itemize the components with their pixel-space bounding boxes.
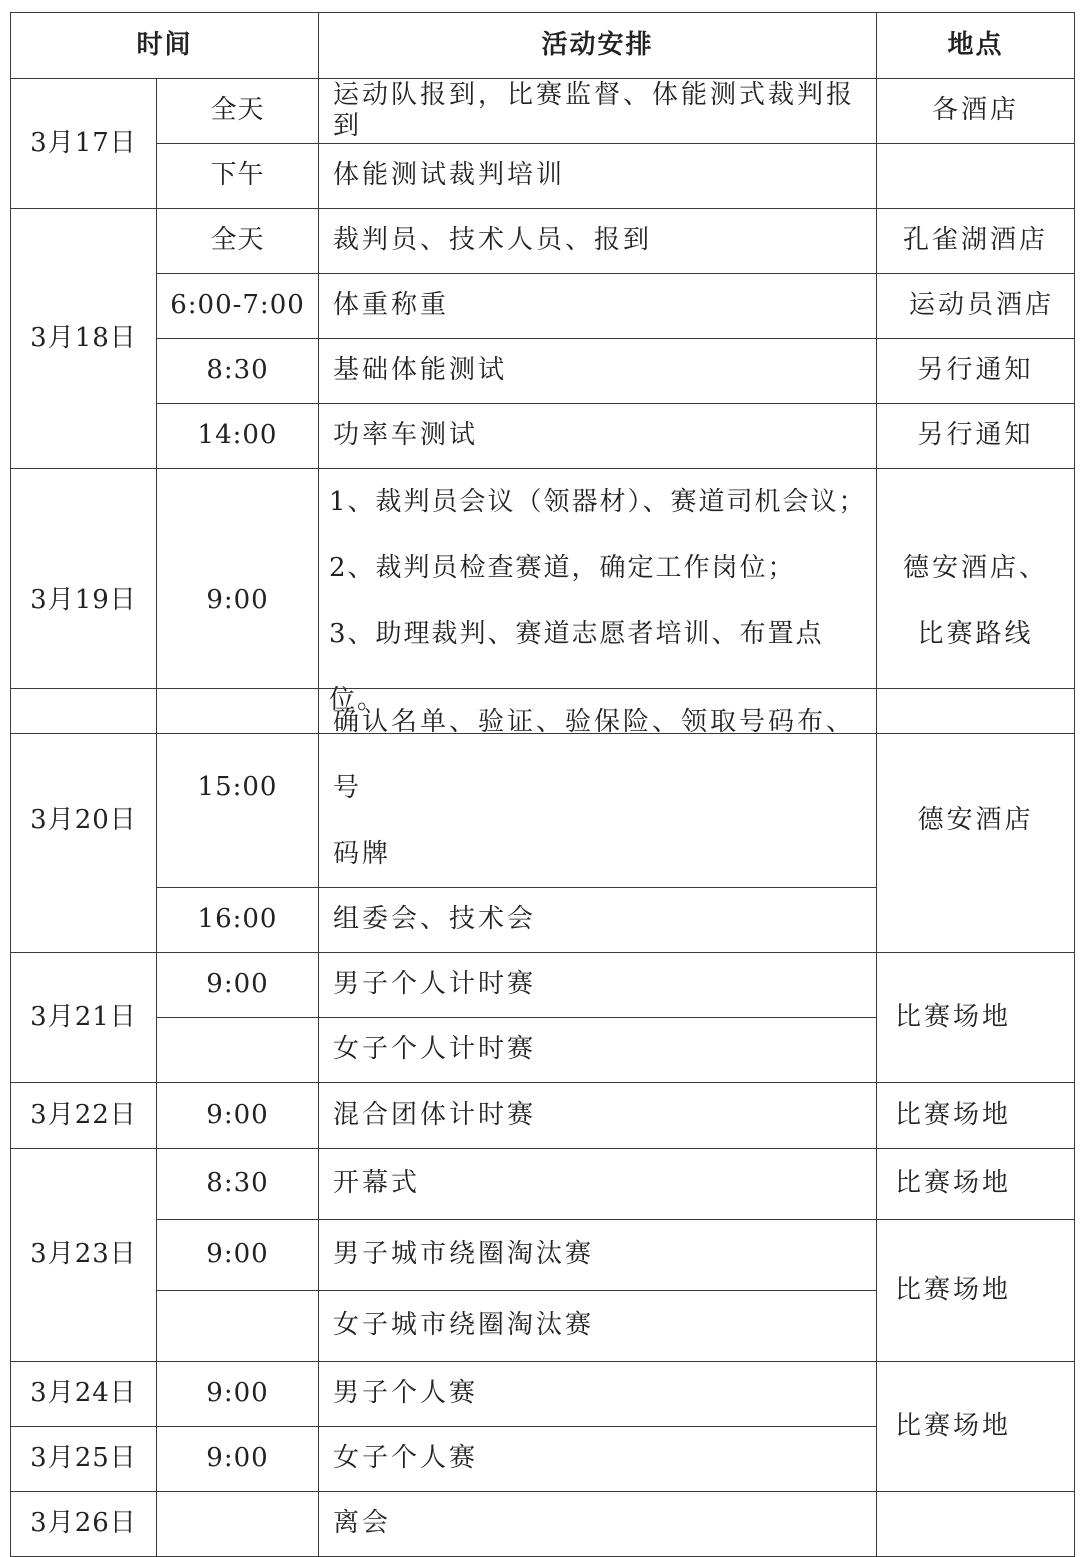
location-cell: 比赛场地 [877,1362,1075,1492]
date-cell: 3月19日 [11,469,157,734]
activity-cell: 体重称重 [319,274,877,339]
table-row [11,79,1075,144]
time-cell: 14:00 [157,404,319,469]
time-cell: 9:00 [157,953,319,1018]
time-cell [157,1492,319,1557]
table-row [11,953,1075,1018]
table-row [11,209,1075,274]
time-cell: 8:30 [157,1149,319,1220]
activity-cell: 离会 [319,1492,877,1557]
date-cell: 3月25日 [11,1427,157,1492]
date-cell: 3月20日 [11,689,157,953]
time-cell: 9:00 [157,1362,319,1427]
table-row [11,144,1075,209]
table-row [11,1149,1075,1220]
location-cell: 比赛场地 [877,1149,1075,1220]
location-cell: 比赛场地 [877,1083,1075,1149]
date-cell: 3月17日 [11,79,157,209]
time-cell: 15:00 [157,689,319,888]
location-cell: 另行通知 [877,404,1075,469]
time-cell: 8:30 [157,339,319,404]
activity-line: 2、裁判员检查赛道，确定工作岗位； [329,553,796,583]
table-row [11,339,1075,404]
time-cell: 下午 [157,144,319,209]
table-row [11,689,1075,888]
activity-cell: 功率车测试 [319,404,877,469]
table-row [11,1083,1075,1149]
header-time: 时间 [11,13,319,79]
activity-cell: 基础体能测试 [319,339,877,404]
table-header-row [11,13,1075,79]
activity-cell: 运动队报到，比赛监督、体能测式裁判报到 [319,79,877,144]
time-cell: 9:00 [157,1220,319,1291]
time-cell: 9:00 [157,1427,319,1492]
activity-line: 码牌 [333,839,392,869]
activity-line: 3、助理裁判、赛道志愿者培训、布置点位。 [329,619,824,715]
header-activity: 活动安排 [319,13,877,79]
location-cell: 比赛场地 [877,953,1075,1083]
time-cell [157,1291,319,1362]
activity-cell: 女子个人计时赛 [319,1018,877,1083]
time-cell: 9:00 [157,469,319,734]
table-row [11,404,1075,469]
activity-cell-multiline [319,689,877,888]
activity-cell: 男子个人计时赛 [319,953,877,1018]
date-cell: 3月24日 [11,1362,157,1427]
schedule-table-2 [10,688,1075,1557]
date-cell: 3月22日 [11,1083,157,1149]
time-cell: 全天 [157,209,319,274]
location-cell [877,1492,1075,1557]
activity-line: 1、裁判员会议（领器材）、赛道司机会议； [329,487,867,517]
activity-cell: 男子城市绕圈淘汰赛 [319,1220,877,1291]
activity-cell: 男子个人赛 [319,1362,877,1427]
location-cell: 孔雀湖酒店 [877,209,1075,274]
location-line: 德安酒店、 [903,553,1049,583]
location-cell: 运动员酒店 [877,274,1075,339]
date-cell: 3月18日 [11,209,157,469]
time-cell [157,1018,319,1083]
table-row [11,274,1075,339]
date-cell: 3月23日 [11,1149,157,1362]
activity-cell: 裁判员、技术人员、报到 [319,209,877,274]
time-cell: 6:00-7:00 [157,274,319,339]
table-row [11,1362,1075,1427]
activity-cell: 女子城市绕圈淘汰赛 [319,1291,877,1362]
activity-cell: 体能测试裁判培训 [319,144,877,209]
activity-cell: 女子个人赛 [319,1427,877,1492]
location-cell: 比赛场地 [877,1220,1075,1362]
time-cell: 16:00 [157,888,319,953]
time-cell: 全天 [157,79,319,144]
location-cell: 德安酒店 [877,689,1075,953]
activity-cell: 混合团体计时赛 [319,1083,877,1149]
activity-cell: 组委会、技术会 [319,888,877,953]
date-cell: 3月26日 [11,1492,157,1557]
time-cell: 9:00 [157,1083,319,1149]
table-row [11,1492,1075,1557]
table-row [11,1220,1075,1291]
schedule-table-1 [10,12,1075,734]
activity-cell: 开幕式 [319,1149,877,1220]
date-cell: 3月21日 [11,953,157,1083]
location-cell: 各酒店 [877,79,1075,144]
header-location: 地点 [877,13,1075,79]
location-cell [877,144,1075,209]
location-line: 比赛路线 [917,619,1034,649]
activity-line: 确认名单、验证、验保险、领取号码布、号 [333,707,856,803]
location-cell: 另行通知 [877,339,1075,404]
